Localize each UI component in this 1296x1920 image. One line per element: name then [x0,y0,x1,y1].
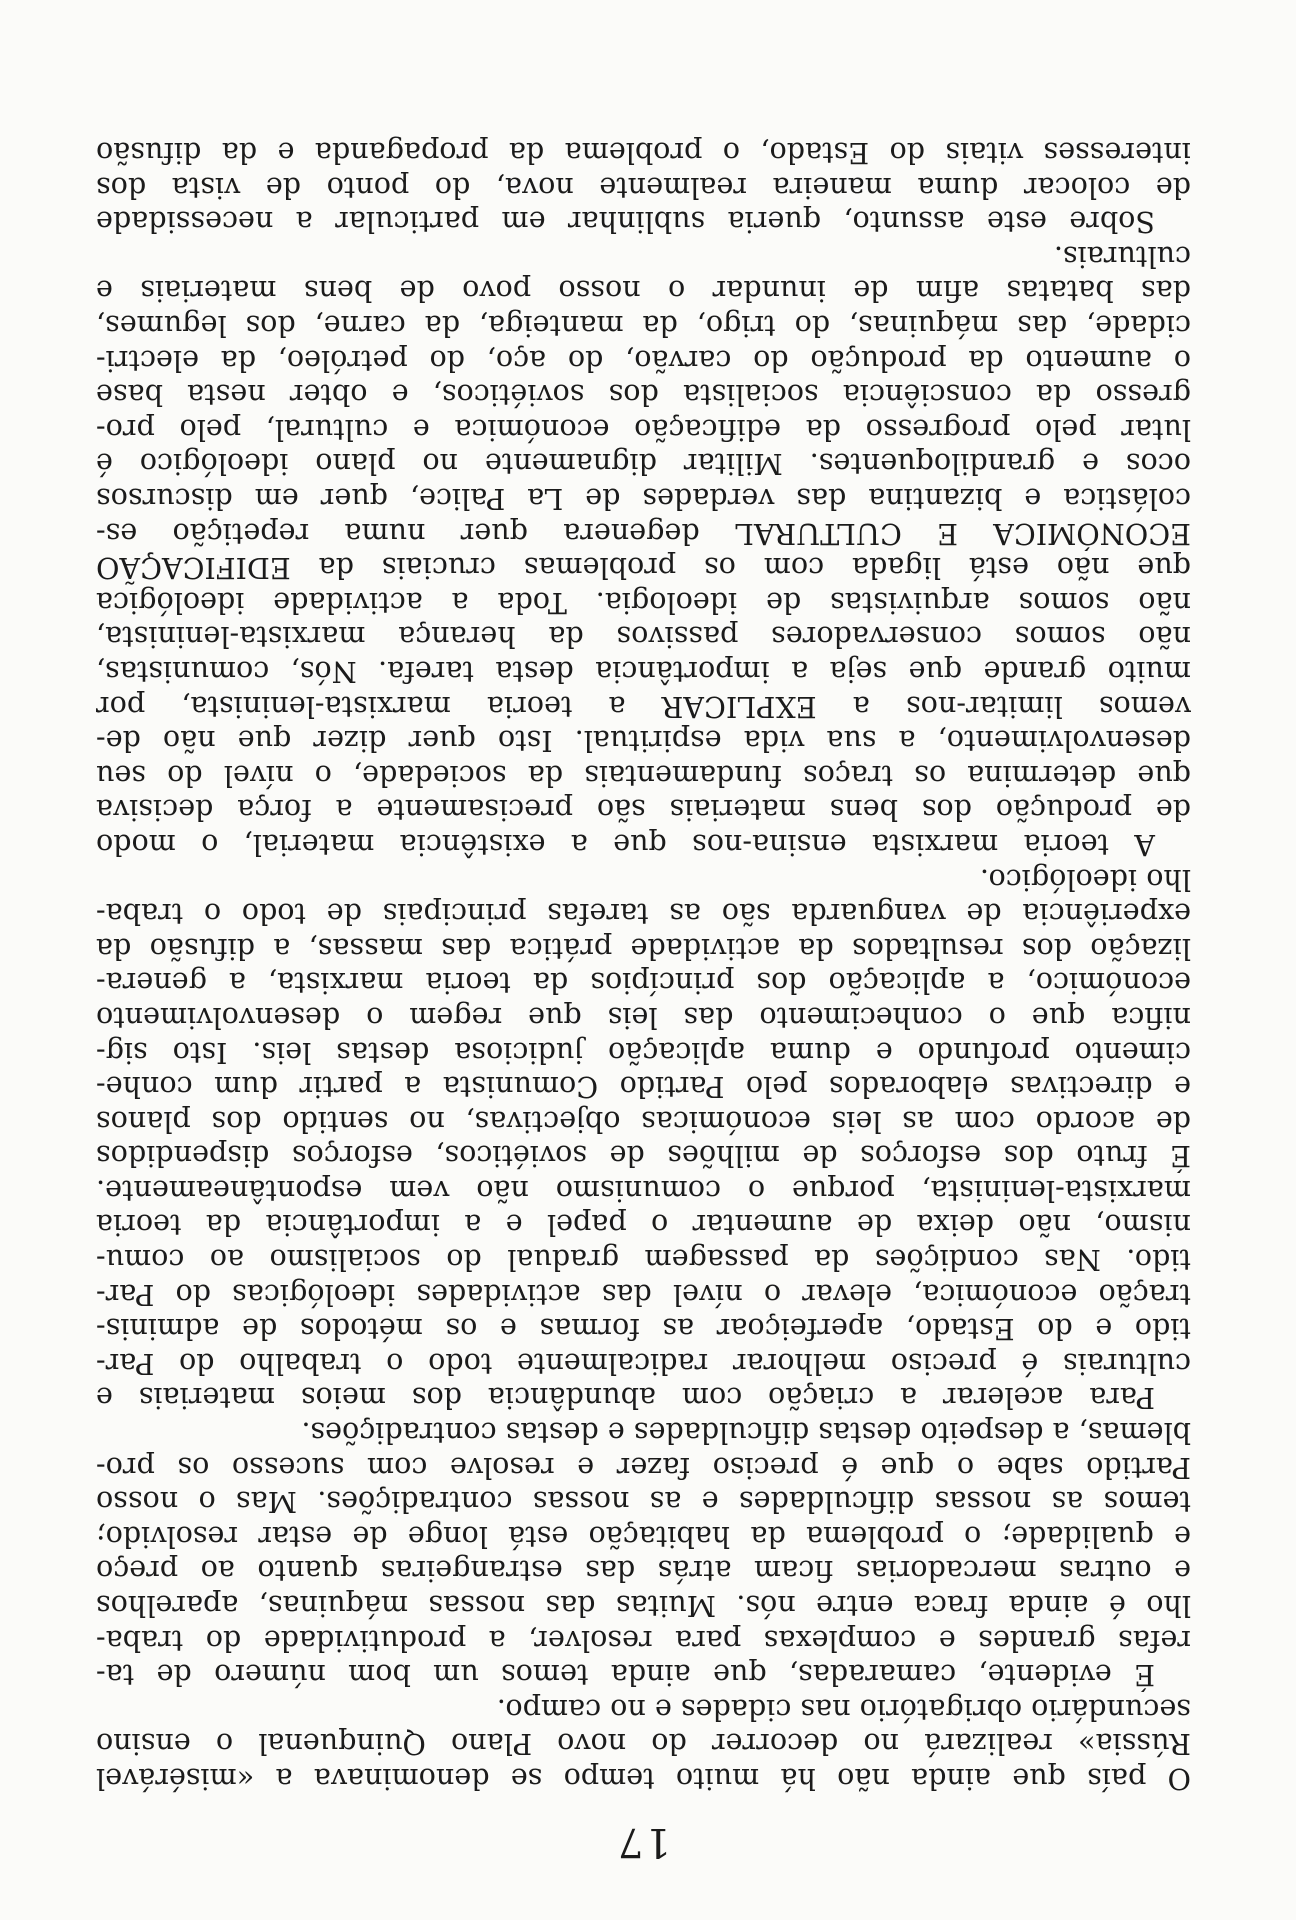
text-line: de acordo com as leis económicas objectivas, no sentido dos planos [96,1104,1191,1139]
text-line: É evidente, camaradas, que ainda temos um bom número de ta- [96,1658,1155,1693]
text-line: e qualidade; o problema da habitação está longe de estar resolvido; [96,1519,1191,1554]
text-line: económico, a aplicação dos princípios da teoria marxista, a genera- [96,966,1191,1001]
text-line: lização dos resultados da actividade prática das massas, a difusão da [96,931,1191,966]
text-line: não somos conservadores passivos da herança marxista-leninista, [96,620,1191,655]
text-line: e directivas elaborados pelo Partido Comunista a partir dum conhe- [96,1070,1191,1105]
page-number: 17 [616,1819,671,1865]
text-line: das batatas afim de inundar o nosso povo de bens materiais e [96,274,1191,309]
body-text [96,136,1191,1797]
text-line: vemos limitar-nos a EXPLICAR a teoria marxista-leninista, por [96,689,1191,724]
text-line: lho ideológico. [979,862,1191,897]
text-line: experiência de vanguarda são as tarefas principais de todo o traba- [96,897,1191,932]
text-line: tido. Nas condições da passagem gradual do socialismo ao comu- [96,1243,1191,1278]
text-line: que determina os traços fundamentais da sociedade, o nível do seu [96,758,1191,793]
text-line: tido e do Estado, aperfeiçoar as formas e os métodos de adminis- [96,1312,1191,1347]
text-line: Partido sabe o que é preciso fazer e resolve com sucesso os pro- [96,1450,1191,1485]
text-line: blemas, a despeito destas dificuldades e destas contradições. [301,1416,1191,1451]
text-line: A teoria marxista ensina-nos que a existência material, o modo [96,827,1155,862]
text-line: Rússia» realizará no decorrer do novo Plano Quinquenal o ensino [96,1727,1191,1762]
text-line: Sobre este assunto, queria sublinhar em particular a necessidade [96,205,1155,240]
text-line: gresso da consciência socialista dos soviéticos, e obter nesta base [96,378,1191,413]
text-line: cimento profundo e duma aplicação judiciosa destas leis. Isto sig- [96,1035,1191,1070]
page-sheet [96,136,1191,1871]
text-line: cidade, das máquinas, do trigo, da manteiga, da carne, dos legumes, [96,309,1191,344]
text-line: o aumento da produção do carvão, do aço, do petróleo, da electri- [96,343,1191,378]
text-line: temos as nossas dificuldades e as nossas contradições. Mas o nosso [96,1485,1191,1520]
text-line: lutar pelo progresso da edificação económica e cultural, pelo pro- [96,412,1191,447]
text-line: nismo, não deixa de aumentar o papel e a importância da teoria [96,1208,1191,1243]
text-line: tração económica, elevar o nível das actividades ideológicas do Par- [96,1277,1191,1312]
text-line: desenvolvimento, a sua vida espiritual. Isto quer dizer que não de- [96,724,1191,759]
text-line: que não está ligada com os problemas cruciais da EDIFICAÇÃO [96,551,1191,586]
text-line: secundário obrigatório nas cidades e no campo. [496,1692,1191,1727]
text-line: interesses vitais do Estado, o problema da propaganda e da difusão [96,136,1191,171]
text-line: O país que ainda não há muito tempo se denominava a «misérável [96,1762,1191,1796]
text-line: e outras mercadorias ficam atrás das estrangeiras quanto ao preço [96,1554,1191,1589]
text-line: Para acelerar a criação com abundância dos meios materiais e [96,1381,1155,1416]
text-line: ocos e grandiloquentes. Militar dignamente no plano ideológico é [96,447,1191,482]
text-line: lho é ainda fraca entre nós. Muitas das nossas máquinas, aparelhos [96,1589,1191,1624]
text-line: de colocar duma maneira realmente nova, do ponto de vista dos [96,170,1191,205]
text-line: marxista-leninista, porque o comunismo não vem espontâneamente. [96,1173,1191,1208]
text-line: muito grande que seja a importância desta tarefa. Nós, comunistas, [96,655,1191,689]
text-line: culturais. [1053,239,1191,274]
text-line: não somos arquivistas de ideologia. Toda a actividade ideológica [96,585,1191,620]
text-line: ECONÓMICA E CULTURAL degenera quer numa repetição es- [96,516,1191,551]
text-line: nifica que o conhecimento das leis que regem o desenvolvimento [96,1000,1191,1035]
text-line: É fruto dos esforços de milhões de soviéticos, esforços dispendidos [96,1139,1191,1174]
text-line: colástica e bizantina das verdades de La Palice, quer em discursos [96,482,1191,517]
text-line: culturais é preciso melhorar radicalmente todo o trabalho do Par- [96,1346,1191,1381]
text-line: refas grandes e complexas para resolver, a produtividade do traba- [96,1623,1191,1658]
text-line: de produção dos bens materiais são precisamente a força decisiva [96,793,1191,828]
